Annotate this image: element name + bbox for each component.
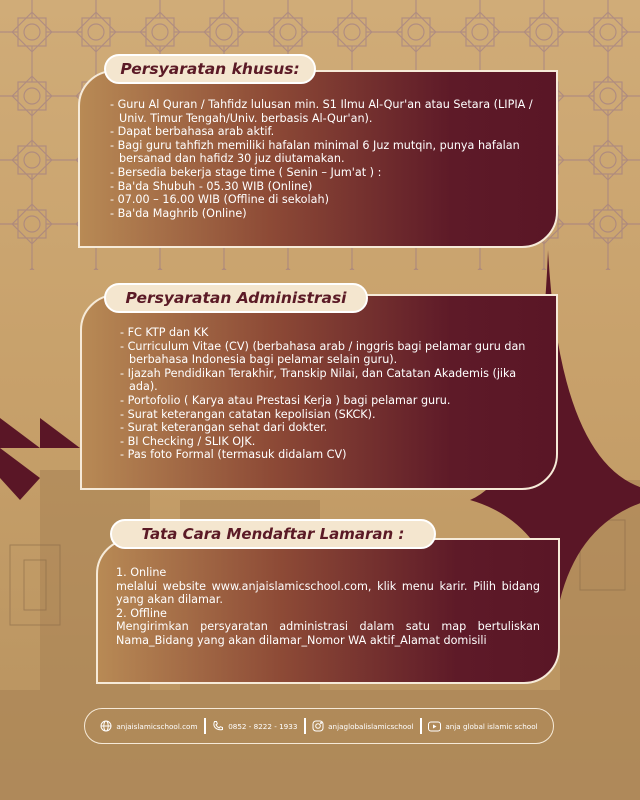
list-item: - FC KTP dan KK	[120, 326, 209, 339]
divider	[420, 718, 422, 734]
phone-icon	[212, 720, 224, 732]
footer-youtube[interactable]	[428, 721, 537, 732]
persyaratan-khusus-list	[110, 98, 540, 220]
youtube-icon	[428, 721, 441, 732]
divider	[304, 718, 306, 734]
list-item: - 07.00 – 16.00 WIB (Offline di sekolah)	[110, 193, 329, 207]
website-text: anjaislamicschool.com	[116, 721, 198, 731]
tata-cara-title: Tata Cara Mendaftar Lamaran :	[110, 519, 436, 549]
instagram-icon	[312, 720, 324, 732]
persyaratan-khusus-card	[78, 70, 558, 248]
list-item: - Guru Al Quran / Tahfidz lulusan min. S1 Ilmu Al-Qur'an atau Setara (LIPIA / Univ. Timur Tengah/Univ. berbasis Al-Qur'an).	[110, 98, 533, 125]
footer-website[interactable]	[100, 720, 197, 732]
list-item: - Dapat berbahasa arab aktif.	[110, 125, 275, 139]
list-item: - Surat keterangan catatan kepolisian (SKCK).	[120, 407, 376, 421]
tata-cara-card	[96, 538, 560, 684]
offline-heading: 2. Offline	[116, 606, 167, 620]
youtube-text: anja global islamic school	[445, 721, 538, 731]
footer-phone[interactable]	[212, 720, 297, 732]
persyaratan-administrasi-list	[120, 326, 540, 462]
online-text: melalui website www.anjaislamicschool.com, klik menu karir. Pilih bidang yang akan dilamar.	[116, 579, 540, 607]
persyaratan-administrasi-card	[80, 294, 558, 490]
globe-icon	[100, 720, 112, 732]
offline-text: Mengirimkan persyaratan administrasi dalam satu map bertuliskan Nama_Bidang yang akan dilamar_Nomor WA aktif_Alamat domisili	[116, 620, 540, 647]
list-item: - Portofolio ( Karya atau Prestasi Kerja ) bagi pelamar guru.	[120, 393, 451, 407]
list-item: - Ba'da Maghrib (Online)	[110, 206, 247, 220]
list-item: - Pas foto Formal (termasuk didalam CV)	[120, 448, 347, 462]
persyaratan-khusus-title: Persyaratan khusus:	[104, 54, 316, 84]
list-item: - Ijazah Pendidikan Terakhir, Transkip Nilai, dan Catatan Akademis (jika ada).	[120, 366, 517, 394]
phone-text: 0852 - 8222 - 1933	[228, 721, 298, 731]
list-item: - Bersedia bekerja stage time ( Senin – Jum'at ) :	[110, 165, 382, 179]
list-item: - BI Checking / SLIK OJK.	[120, 434, 256, 448]
divider	[204, 718, 206, 734]
online-heading: 1. Online	[116, 566, 167, 579]
list-item: - Surat keterangan sehat dari dokter.	[120, 421, 328, 435]
persyaratan-administrasi-title: Persyaratan Administrasi	[104, 283, 368, 313]
list-item: - Bagi guru tahfizh memiliki hafalan minimal 6 Juz mutqin, punya hafalan bersanad dan hafidz 30 juz diutamakan.	[110, 138, 520, 166]
footer-instagram[interactable]	[312, 720, 413, 732]
footer-contact-bar	[84, 708, 554, 744]
list-item: - Curriculum Vitae (CV) (berbahasa arab / inggris bagi pelamar guru dan berbahasa Indonesia bagi pelamar selain guru).	[120, 339, 526, 367]
instagram-text: anjaglobalislamicschool	[328, 721, 414, 731]
list-item: - Ba'da Shubuh - 05.30 WIB (Online)	[110, 179, 313, 193]
